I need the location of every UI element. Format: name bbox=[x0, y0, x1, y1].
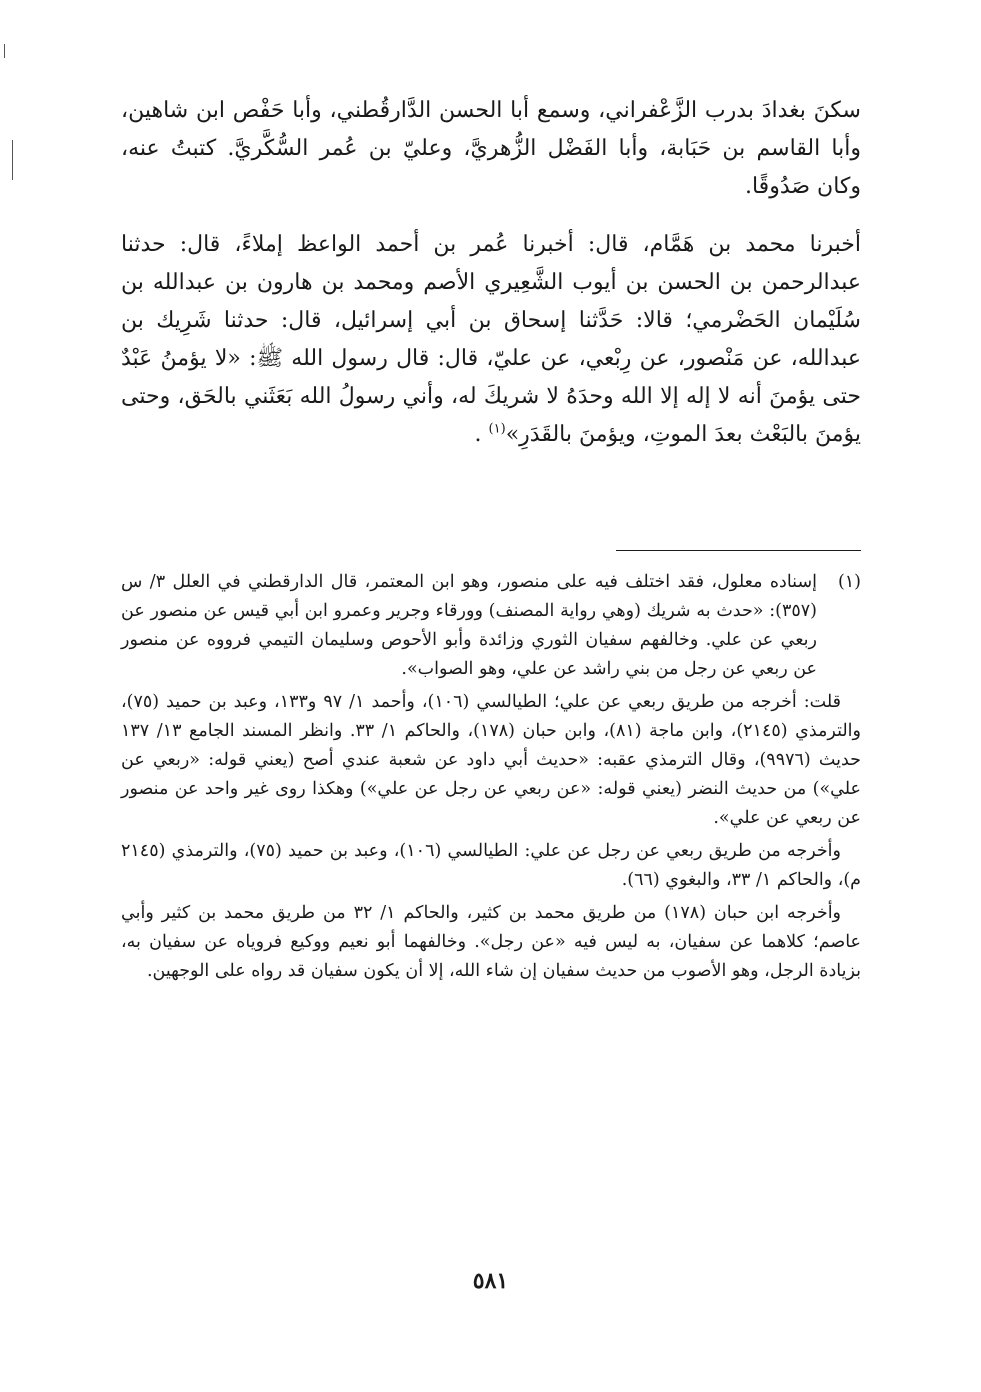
hadith-end: . bbox=[474, 422, 489, 447]
hadith-text: أخبرنا محمد بن هَمَّام، قال: أخبرنا عُمر بن أحمد الواعظ إملاءً، قال: حدثنا عبدالرحمن بن الحسن بن أيوب الشَّعِيري الأصم ومحمد بن هارون بن عبدالله بن سُلَيْمان الحَضْرمي؛ قالا: حَدَّثنا إسحاق بن أبي إسرائيل، قال: حدثنا شَرِيك بن عبدالله، عن مَنْصور، عن رِبْعي، عن عليّ، قال: قال رسول الله ﷺ: «لا يؤمنُ عَبْدٌ حتى يؤمنَ أنه لا إله إلا الله وحدَهُ لا شريكَ له، وأني رسولُ الله بَعَثَني بالحَق، وحتى يؤمنَ بالبَعْث بعدَ الموتِ، ويؤمنَ بالقَدَرِ» bbox=[121, 232, 861, 447]
footnote-text: إسناده معلول، فقد اختلف فيه على منصور، وهو ابن المعتمر، قال الدارقطني في العلل ٣/ س (٣٥٧): «حدث به شريك (وهي رواية المصنف) وورقاء وجرير وعمرو ابن أبي قيس عن منصور عن ربعي عن علي. وخالفهم سفيان الثوري وزائدة وأبو الأحوص وسليمان التيمي فرووه عن منصور عن ربعي عن رجل من بني راشد عن علي، وهو الصواب». bbox=[121, 572, 817, 679]
footnote-paragraph: قلت: أخرجه من طريق ربعي عن علي؛ الطيالسي (١٠٦)، وأحمد ١/ ٩٧ و١٣٣، وعبد بن حميد (٧٥)، والترمذي (٢١٤٥)، وابن ماجة (٨١)، وابن حبان (١٧٨)، والحاكم ١/ ٣٣. وانظر المسند الجامع ١٣/ ١٣٧ حديث (٩٩٧٦)، وقال الترمذي عقبه: «حديث أبي داود عن شعبة عندي أصح (يعني قوله: «ربعي عن علي») من حديث النضر (يعني قوله: «عن ربعي عن رجل عن علي») وهكذا روى غير واحد عن منصور عن ربعي عن علي». bbox=[121, 692, 861, 828]
footnote-number: (١) bbox=[837, 572, 861, 592]
footnote-paragraph: وأخرجه من طريق ربعي عن رجل عن علي: الطيالسي (١٠٦)، وعبد بن حميد (٧٥)، والترمذي (٢١٤٥ م)، والحاكم ١/ ٣٣، والبغوي (٦٦). bbox=[121, 841, 861, 890]
page-number: ٥٨١ bbox=[472, 1268, 509, 1294]
scan-margin-mark bbox=[12, 140, 13, 180]
footnote-separator bbox=[616, 550, 861, 551]
footnote-paragraph: وأخرجه ابن حبان (١٧٨) من طريق محمد بن كثير، والحاكم ١/ ٣٢ من طريق محمد بن كثير وأبي عاصم؛ كلاهما عن سفيان، به ليس فيه «عن رجل». وخالفهما أبو نعيم ووكيع فروياه عن سفيان به، بزيادة الرجل، وهو الأصوب من حديث سفيان إن شاء الله، إلا أن يكون سفيان قد رواه على الوجهين. bbox=[121, 903, 861, 981]
main-text bbox=[121, 92, 861, 454]
hadith-paragraph bbox=[121, 226, 861, 454]
scan-margin-mark bbox=[4, 44, 5, 58]
footnotes-section bbox=[121, 568, 861, 990]
footnote-reference[interactable]: (١) bbox=[488, 421, 506, 437]
biography-paragraph: سكنَ بغدادَ بدرب الزَّعْفراني، وسمع أبا الحسن الدَّارقُطني، وأبا حَفْص ابن شاهين، وأبا القاسم بن حَبَابة، وأبا الفَضْل الزُّهريَّ، وعليّ بن عُمر السُّكَّريَّ. كتبتُ عنه، وكان صَدُوقًا. bbox=[121, 98, 861, 199]
footnote-1 bbox=[121, 568, 861, 684]
